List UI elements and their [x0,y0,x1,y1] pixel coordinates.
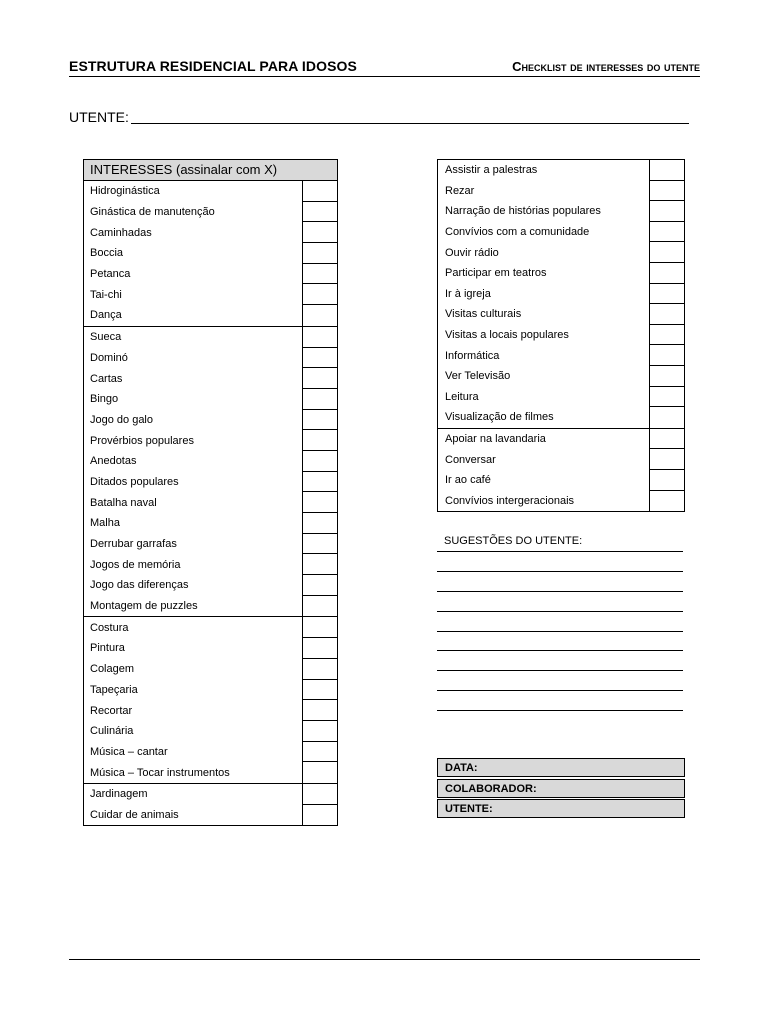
checkbox-cell[interactable] [302,680,337,701]
table-row [84,617,337,638]
table-row [84,389,337,410]
interests-heading: INTERESSES [90,162,173,177]
interests-table-header [84,160,337,181]
left-group [84,784,337,825]
interest-label: Derrubar garrafas [90,538,177,551]
checkbox-cell[interactable] [302,784,337,805]
interest-label: Assistir a palestras [445,164,538,177]
interest-label: Costura [90,621,129,634]
table-row [84,762,337,783]
right-group [438,160,684,429]
table-row [84,784,337,805]
checkbox-cell[interactable] [649,304,684,325]
checkbox-cell[interactable] [649,242,684,263]
interest-label: Rezar [445,184,475,197]
checkbox-cell[interactable] [302,534,337,555]
table-row [84,348,337,369]
checkbox-cell[interactable] [302,762,337,783]
checkbox-cell[interactable] [649,387,684,408]
table-row [84,202,337,223]
checkbox-cell[interactable] [649,325,684,346]
table-row [84,181,337,202]
interest-label: Cuidar de animais [90,808,179,821]
table-row [438,304,684,325]
interest-label: Jardinagem [90,788,148,801]
checkbox-cell[interactable] [302,742,337,763]
interest-label: Música – Tocar instrumentos [90,766,230,779]
checkbox-cell[interactable] [302,368,337,389]
checkbox-cell[interactable] [302,617,337,638]
interest-label: Ver Televisão [445,370,511,383]
checkbox-cell[interactable] [649,366,684,387]
interest-label: Apoiar na lavandaria [445,433,546,446]
table-row [84,534,337,555]
checkbox-cell[interactable] [649,263,684,284]
table-row [84,721,337,742]
checkbox-cell[interactable] [302,410,337,431]
table-row [84,805,337,826]
interest-label: Narração de histórias populares [445,205,601,218]
checkbox-cell[interactable] [302,264,337,285]
interest-label: Montagem de puzzles [90,600,198,613]
interest-label: Visitas culturais [445,308,522,321]
footer-divider [69,959,700,960]
table-row [438,387,684,408]
checkbox-cell[interactable] [302,492,337,513]
interest-label: Boccia [90,247,124,260]
colaborador-field[interactable]: COLABORADOR: [437,779,685,798]
table-row [84,596,337,617]
checkbox-cell[interactable] [302,659,337,680]
table-row [438,366,684,387]
interest-label: Participar em teatros [445,267,547,280]
checkbox-cell[interactable] [302,513,337,534]
table-row [84,492,337,513]
checkbox-cell[interactable] [302,305,337,326]
interest-label: Jogo do galo [90,413,153,426]
interest-label: Colagem [90,663,135,676]
checkbox-cell[interactable] [649,345,684,366]
checkbox-cell[interactable] [649,470,684,491]
checkbox-cell[interactable] [649,201,684,222]
left-group [84,181,337,327]
table-row [438,201,684,222]
table-row [84,575,337,596]
interests-table [83,159,338,826]
table-row [438,181,684,202]
table-row [438,242,684,263]
suggestion-line[interactable] [437,690,683,710]
checkbox-cell[interactable] [302,243,337,264]
interest-label: Dança [90,309,122,322]
signature-block [437,758,685,820]
interest-label: Visualização de filmes [445,411,554,424]
table-row [84,284,337,305]
checkbox-cell[interactable] [302,348,337,369]
interest-label: Conversar [445,453,496,466]
checkbox-cell[interactable] [302,596,337,617]
suggestion-line[interactable] [437,591,683,611]
checkbox-cell[interactable] [302,451,337,472]
table-row [438,160,684,181]
table-row [84,222,337,243]
interest-label: Convívios intergeracionais [445,494,575,507]
checkbox-cell[interactable] [302,575,337,596]
checkbox-cell[interactable] [649,284,684,305]
suggestion-line[interactable] [437,551,683,571]
interest-label: Provérbios populares [90,434,194,447]
table-row [438,284,684,305]
checkbox-cell[interactable] [649,449,684,470]
table-row [84,327,337,348]
interest-label: Bingo [90,393,119,406]
checkbox-cell[interactable] [302,638,337,659]
table-row [438,345,684,366]
checkbox-cell[interactable] [302,181,337,202]
utente-signature-field[interactable]: UTENTE: [437,799,685,818]
interest-label: Batalha naval [90,496,157,509]
checkbox-cell[interactable] [649,222,684,243]
institution-title: ESTRUTURA RESIDENCIAL PARA IDOSOS [69,58,357,74]
interest-label: Cartas [90,372,123,385]
checkbox-cell[interactable] [302,389,337,410]
interest-label: Culinária [90,725,134,738]
table-row [438,222,684,243]
form-title: Checklist de interesses do utente [512,59,700,74]
table-row [84,243,337,264]
interest-label: Ditados populares [90,475,179,488]
table-row [438,491,684,512]
table-row [84,680,337,701]
suggestion-line[interactable] [437,611,683,631]
interest-label: Leitura [445,390,479,403]
table-row [84,430,337,451]
interest-label: Ir à igreja [445,287,491,300]
table-row [438,325,684,346]
table-row [84,305,337,326]
interest-label: Pintura [90,642,125,655]
checkbox-cell[interactable] [302,700,337,721]
utente-field[interactable] [69,108,689,124]
checkbox-cell[interactable] [649,407,684,428]
interest-label: Hidroginástica [90,185,160,198]
suggestion-line[interactable] [437,710,683,730]
table-row [84,513,337,534]
interests-table-continued [437,159,685,512]
interest-label: Tai-chi [90,288,122,301]
interest-label: Música – cantar [90,745,168,758]
interest-label: Tapeçaria [90,683,138,696]
interests-heading-note: (assinalar com X) [175,162,278,177]
table-row [438,449,684,470]
interest-label: Ir ao café [445,474,491,487]
table-row [84,700,337,721]
header-divider [69,76,700,77]
interest-label: Visitas a locais populares [445,329,569,342]
utente-label: UTENTE: [69,109,129,125]
interest-label: Convívios com a comunidade [445,226,590,239]
table-row [438,429,684,450]
interest-label: Ouvir rádio [445,246,499,259]
interest-label: Informática [445,349,500,362]
suggestions-label: SUGESTÕES DO UTENTE: [444,535,583,547]
checkbox-cell[interactable] [649,491,684,512]
left-group [84,327,337,618]
suggestion-line[interactable] [437,650,683,670]
interest-label: Recortar [90,704,133,717]
table-row [84,368,337,389]
table-row [84,410,337,431]
date-field[interactable]: DATA: [437,758,685,777]
checkbox-cell[interactable] [302,202,337,223]
suggestion-line[interactable] [437,631,683,651]
interest-label: Jogo das diferenças [90,579,189,592]
table-row [84,472,337,493]
checkbox-cell[interactable] [302,327,337,348]
suggestions-section [437,533,683,730]
utente-underline[interactable] [131,123,689,124]
interest-label: Dominó [90,351,128,364]
checkbox-cell[interactable] [302,430,337,451]
checkbox-cell[interactable] [302,805,337,826]
checkbox-cell[interactable] [302,554,337,575]
suggestion-line[interactable] [437,571,683,591]
table-row [84,742,337,763]
table-row [438,263,684,284]
checkbox-cell[interactable] [302,284,337,305]
suggestion-line[interactable] [437,670,683,690]
checkbox-cell[interactable] [649,181,684,202]
interest-label: Jogos de memória [90,558,181,571]
interest-label: Ginástica de manutenção [90,206,215,219]
checkbox-cell[interactable] [649,429,684,450]
left-group [84,617,337,784]
table-row [438,470,684,491]
interest-label: Sueca [90,331,122,344]
table-row [84,659,337,680]
interest-label: Petanca [90,268,131,281]
checkbox-cell[interactable] [302,721,337,742]
right-group [438,429,684,511]
checkbox-cell[interactable] [302,222,337,243]
table-row [84,554,337,575]
interest-label: Anedotas [90,455,137,468]
table-row [84,638,337,659]
table-row [438,407,684,428]
table-row [84,451,337,472]
checkbox-cell[interactable] [302,472,337,493]
interest-label: Caminhadas [90,226,152,239]
checkbox-cell[interactable] [649,160,684,181]
table-row [84,264,337,285]
interest-label: Malha [90,517,120,530]
